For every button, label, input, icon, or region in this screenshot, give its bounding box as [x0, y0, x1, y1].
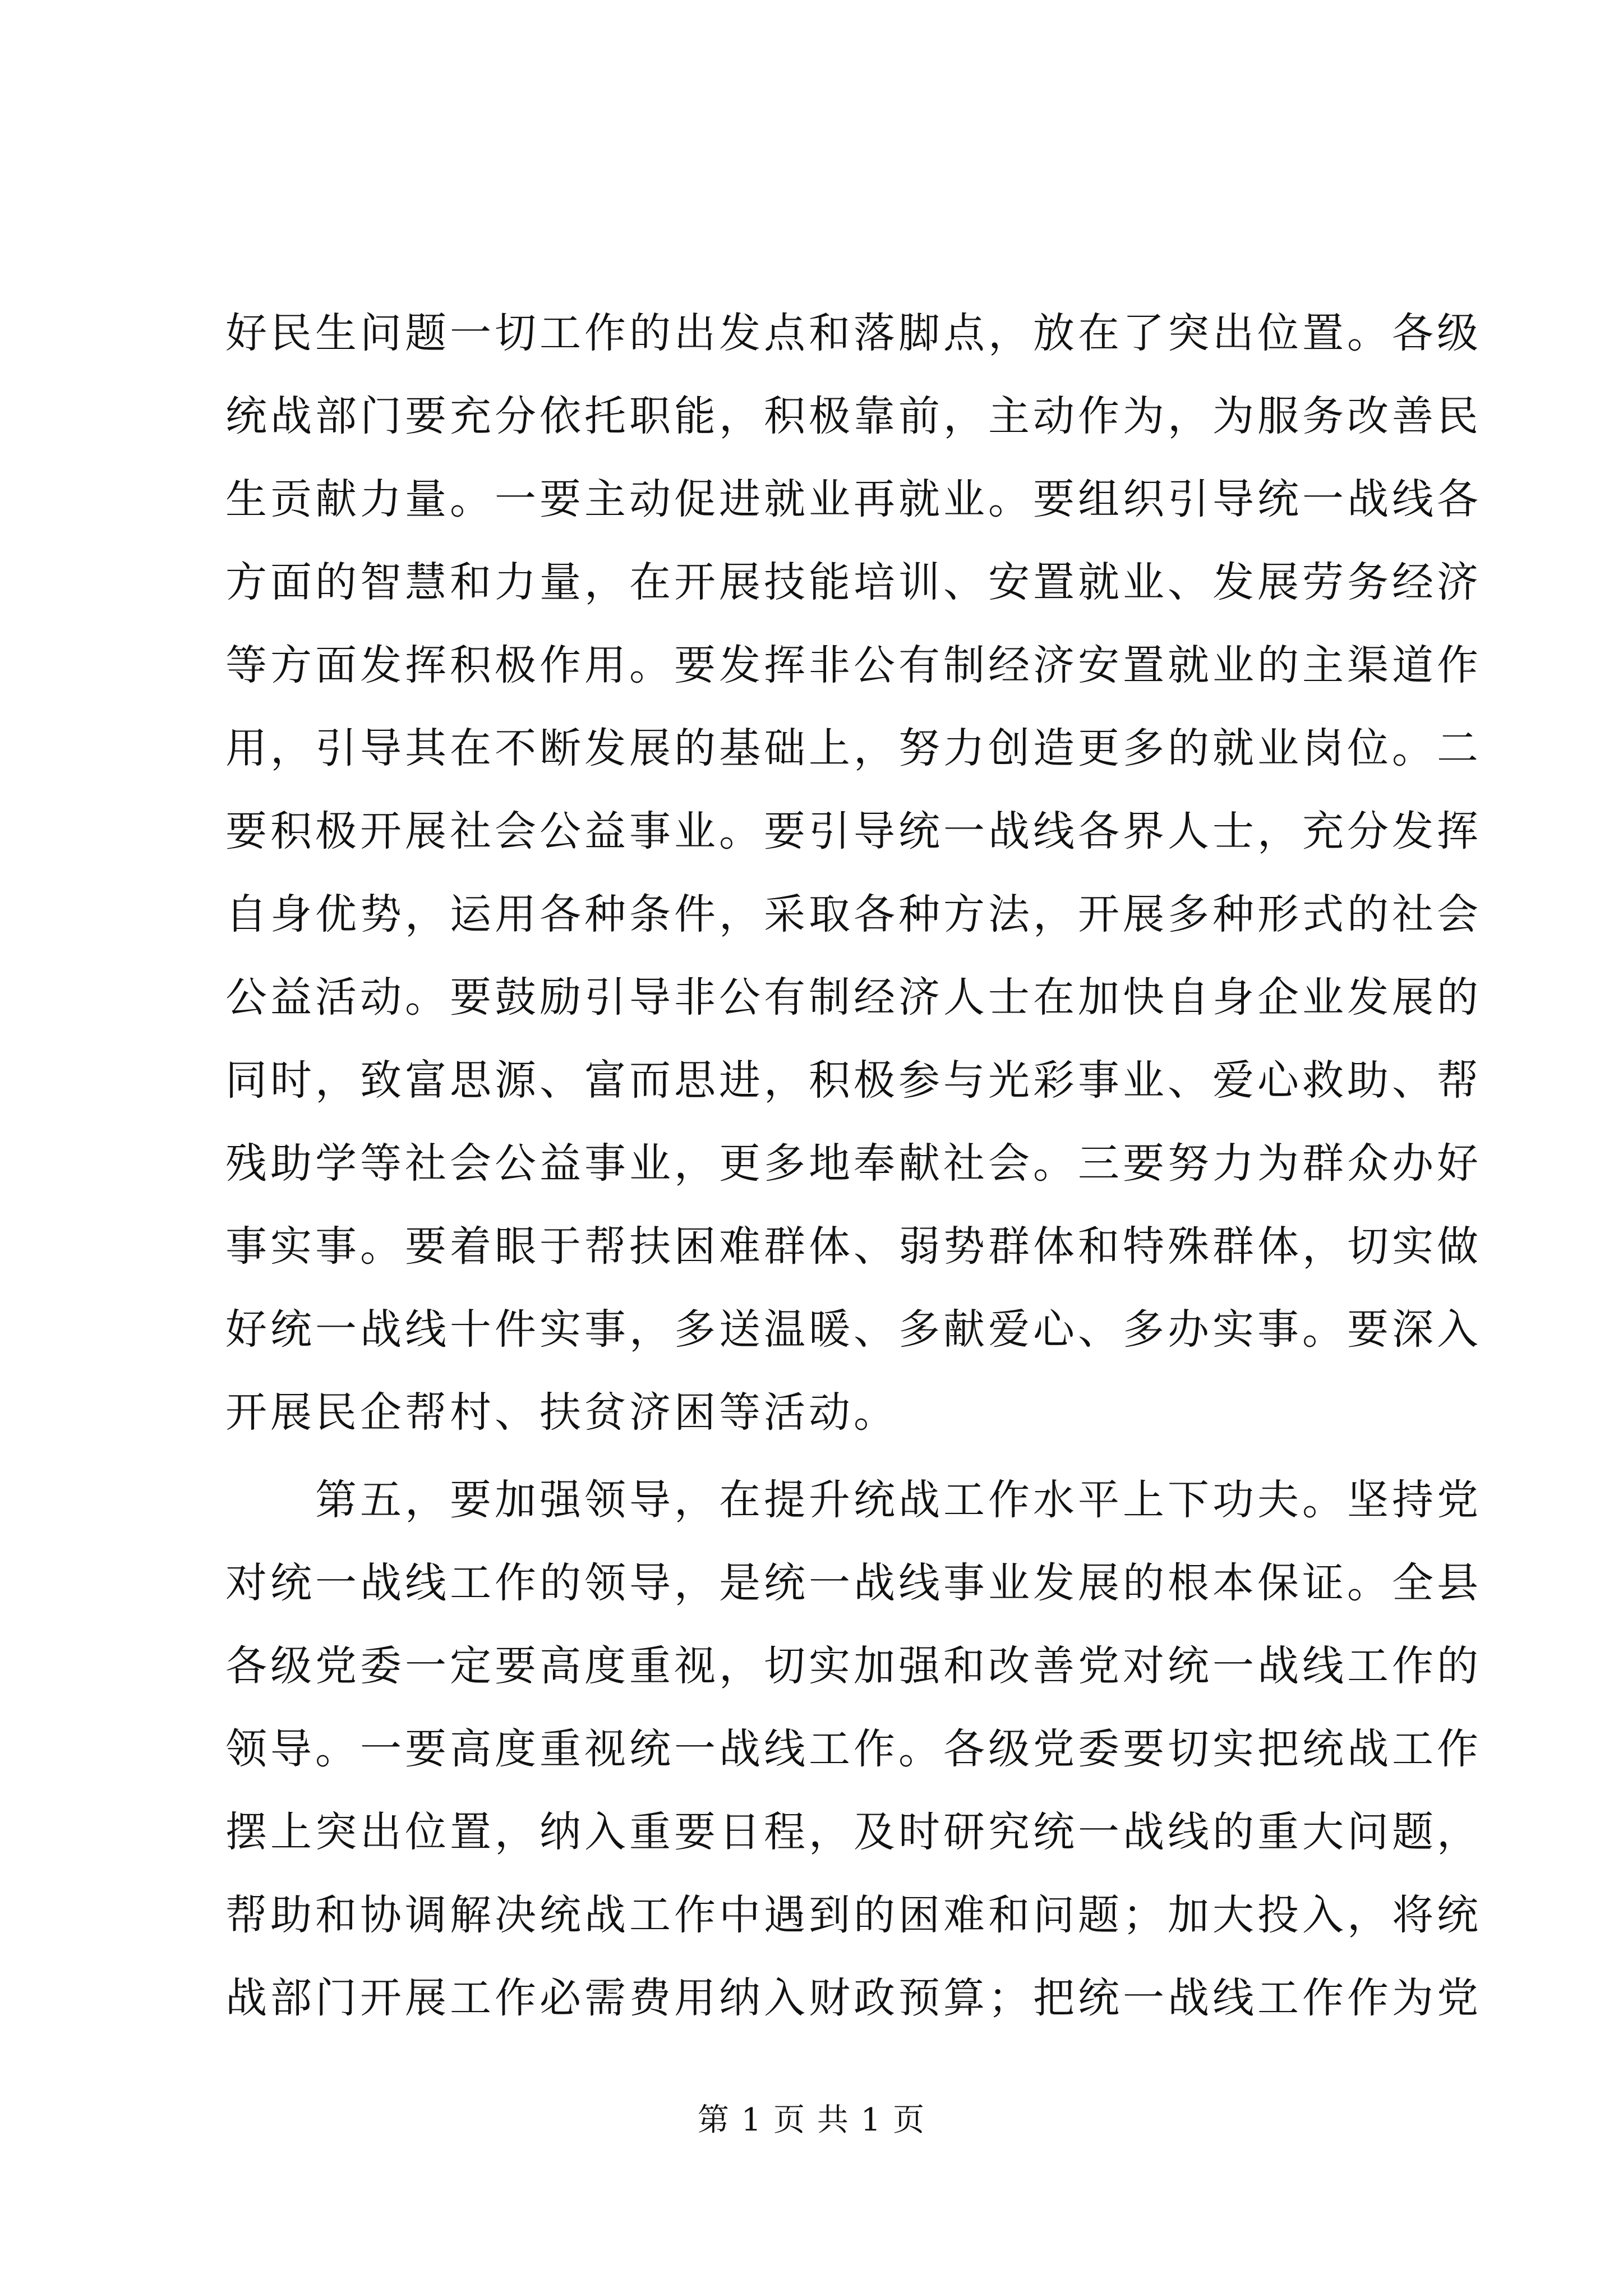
document-body — [225, 292, 1482, 2040]
text-line: 事实事。要着眼于帮扶困难群体、弱势群体和特殊群体，切实做 — [225, 1222, 1482, 1271]
text-line: 残助学等社会公益事业，更多地奉献社会。三要努力为群众办好 — [225, 1139, 1482, 1188]
paragraph-gap — [225, 1454, 1426, 1458]
text-line: 用，引导其在不断发展的基础上，努力创造更多的就业岗位。二 — [225, 724, 1482, 772]
text-line: 方面的智慧和力量，在开展技能培训、安置就业、发展劳务经济 — [225, 558, 1482, 606]
text-line: 第五，要加强领导，在提升统战工作水平上下功夫。坚持党 — [225, 1476, 1482, 1524]
paragraph-1 — [225, 292, 1482, 1454]
text-line: 各级党委一定要高度重视，切实加强和改善党对统一战线工作的 — [225, 1642, 1482, 1690]
text-line: 生贡献力量。一要主动促进就业再就业。要组织引导统一战线各 — [225, 475, 1482, 523]
text-line: 公益活动。要鼓励引导非公有制经济人士在加快自身企业发展的 — [225, 973, 1482, 1022]
text-line: 帮助和协调解决统战工作中遇到的困难和问题；加大投入，将统 — [225, 1891, 1482, 1939]
text-line: 战部门开展工作必需费用纳入财政预算；把统一战线工作作为党 — [225, 1974, 1482, 2022]
text-line: 摆上突出位置，纳入重要日程，及时研究统一战线的重大问题， — [225, 1808, 1482, 1856]
page-number-label: 第 1 页 共 1 页 — [697, 2102, 926, 2138]
text-line: 开展民企帮村、扶贫济困等活动。 — [225, 1388, 898, 1437]
text-line: 等方面发挥积极作用。要发挥非公有制经济安置就业的主渠道作 — [225, 641, 1482, 689]
text-line: 好民生问题一切工作的出发点和落脚点，放在了突出位置。各级 — [225, 309, 1482, 357]
text-line: 对统一战线工作的领导，是统一战线事业发展的根本保证。全县 — [225, 1559, 1482, 1607]
text-line: 自身优势，运用各种条件，采取各种方法，开展多种形式的社会 — [225, 890, 1482, 938]
text-line: 统战部门要充分依托职能，积极靠前，主动作为，为服务改善民 — [225, 392, 1482, 440]
paragraph-2 — [225, 1458, 1482, 2040]
text-line: 好统一战线十件实事，多送温暖、多献爱心、多办实事。要深入 — [225, 1305, 1482, 1354]
text-line: 同时，致富思源、富而思进，积极参与光彩事业、爱心救助、帮 — [225, 1056, 1482, 1105]
page-footer — [0, 2098, 1623, 2143]
text-line: 要积极开展社会公益事业。要引导统一战线各界人士，充分发挥 — [225, 807, 1482, 855]
text-line: 领导。一要高度重视统一战线工作。各级党委要切实把统战工作 — [225, 1725, 1482, 1773]
